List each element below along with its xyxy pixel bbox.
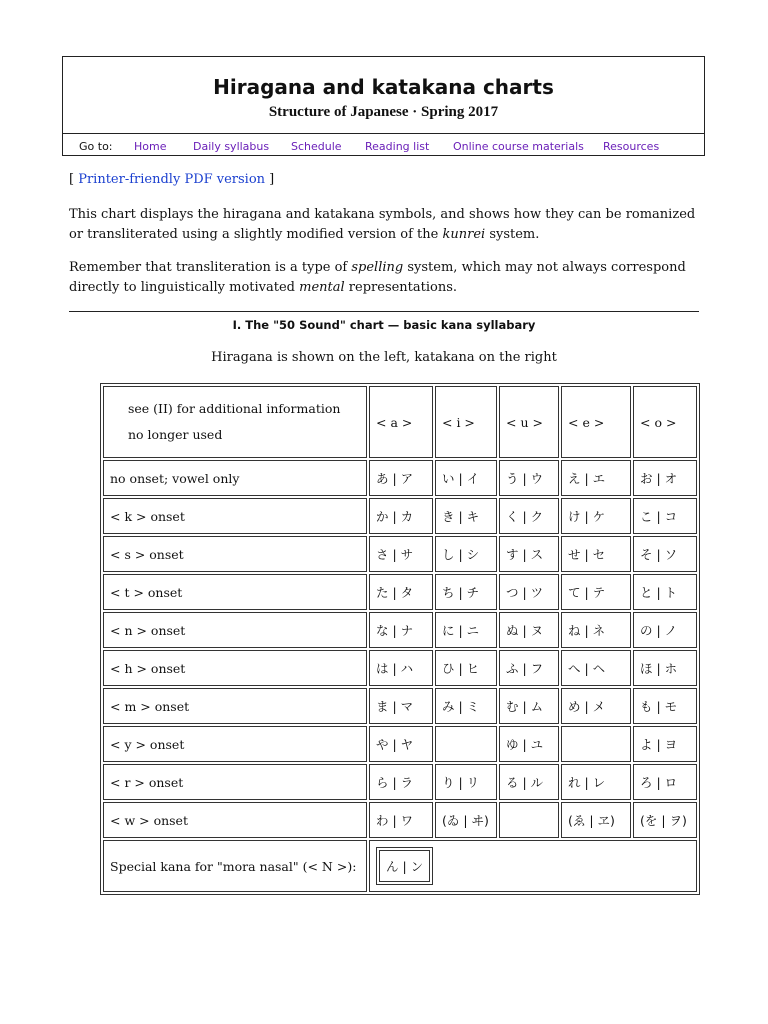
header-note-line-1: see (II) for additional information (128, 401, 341, 416)
kana-cell: こ | コ (633, 498, 697, 534)
kana-cell: ひ | ヒ (435, 650, 497, 686)
nav-link-daily-syllabus[interactable]: Daily syllabus (193, 140, 270, 153)
kana-cell: な | ナ (369, 612, 433, 648)
row-label: < k > onset (103, 498, 367, 534)
table-row (103, 802, 697, 838)
kana-cell: ね | ネ (561, 612, 631, 648)
kana-cell: か | カ (369, 498, 433, 534)
column-header: < a > (369, 386, 433, 458)
kana-cell: て | テ (561, 574, 631, 610)
row-label: < t > onset (103, 574, 367, 610)
kana-cell: つ | ツ (499, 574, 559, 610)
kana-cell: に | ニ (435, 612, 497, 648)
kana-cell: せ | セ (561, 536, 631, 572)
nav-link-schedule[interactable]: Schedule (291, 140, 342, 153)
bracket-open: [ (69, 172, 79, 187)
intro-paragraph-1 (69, 205, 709, 245)
nav-goto-label: Go to: (79, 140, 113, 153)
table-header-row (103, 386, 697, 458)
kana-cell: ふ | フ (499, 650, 559, 686)
nasal-cell (369, 840, 697, 892)
column-header: < o > (633, 386, 697, 458)
kana-cell: へ | ヘ (561, 650, 631, 686)
table-row (103, 650, 697, 686)
kana-cell: そ | ソ (633, 536, 697, 572)
section-title: I. The "50 Sound" chart — basic kana syllabary (232, 318, 536, 332)
row-label: < y > onset (103, 726, 367, 762)
kana-cell (499, 802, 559, 838)
page-header (62, 56, 705, 156)
row-label: no onset; vowel only (103, 460, 367, 496)
kana-cell: ま | マ (369, 688, 433, 724)
kana-cell: や | ヤ (369, 726, 433, 762)
table-row (103, 612, 697, 648)
nasal-label: Special kana for "mora nasal" (< N >): (103, 840, 367, 892)
header-note-line-2: no longer used (128, 427, 223, 442)
intro-text: Remember that transliteration is a type of (69, 260, 352, 275)
kana-cell: ほ | ホ (633, 650, 697, 686)
kana-rows (103, 460, 697, 838)
kana-cell: の | ノ (633, 612, 697, 648)
kana-cell: ろ | ロ (633, 764, 697, 800)
kana-cell (561, 726, 631, 762)
kana-chart-table (100, 383, 700, 895)
kana-cell: (ゐ | ヰ) (435, 802, 497, 838)
kana-cell: き | キ (435, 498, 497, 534)
kana-cell: わ | ワ (369, 802, 433, 838)
nasal-value: ん | ン (379, 850, 430, 882)
kana-cell: た | タ (369, 574, 433, 610)
kana-cell: ら | ラ (369, 764, 433, 800)
table-row (103, 498, 697, 534)
kana-cell: も | モ (633, 688, 697, 724)
kana-cell: ぬ | ヌ (499, 612, 559, 648)
kana-cell: け | ケ (561, 498, 631, 534)
intro-paragraph-2 (69, 258, 709, 298)
table-row (103, 688, 697, 724)
row-label: < r > onset (103, 764, 367, 800)
kana-cell: す | ス (499, 536, 559, 572)
kana-cell: ち | チ (435, 574, 497, 610)
table-row (103, 536, 697, 572)
intro-text: system. (485, 227, 540, 242)
kana-cell: よ | ヨ (633, 726, 697, 762)
kana-cell: え | エ (561, 460, 631, 496)
kana-cell: る | ル (499, 764, 559, 800)
table-row (103, 574, 697, 610)
kana-cell: れ | レ (561, 764, 631, 800)
nav-bar (63, 133, 704, 157)
pdf-link-line (69, 172, 274, 187)
kana-cell (435, 726, 497, 762)
intro-emphasis: kunrei (442, 227, 486, 242)
page-title: Hiragana and katakana charts (213, 75, 554, 99)
nav-link-home[interactable]: Home (134, 140, 167, 153)
row-label: < s > onset (103, 536, 367, 572)
row-label: < n > onset (103, 612, 367, 648)
table-row (103, 460, 697, 496)
kana-cell: (を | ヲ) (633, 802, 697, 838)
table-caption: Hiragana is shown on the left, katakana on the right (211, 350, 557, 365)
table-row (103, 764, 697, 800)
nasal-row (103, 840, 697, 892)
kana-cell: う | ウ (499, 460, 559, 496)
column-header: < u > (499, 386, 559, 458)
intro-text: This chart displays the hiragana and katakana symbols, and shows how they can be romanized or transliterated using a slightly modified version of the (69, 207, 696, 242)
column-header: < i > (435, 386, 497, 458)
kana-cell: い | イ (435, 460, 497, 496)
nav-link-online-course-materials[interactable]: Online course materials (453, 140, 584, 153)
intro-emphasis: mental (299, 280, 345, 295)
nav-link-reading-list[interactable]: Reading list (365, 140, 430, 153)
intro-text: system, which may not always correspond directly to linguistically motivated (69, 260, 686, 295)
kana-cell: さ | サ (369, 536, 433, 572)
nasal-box (376, 847, 433, 885)
row-label: < m > onset (103, 688, 367, 724)
kana-cell: し | シ (435, 536, 497, 572)
nav-link-resources[interactable]: Resources (603, 140, 660, 153)
kana-cell: む | ム (499, 688, 559, 724)
column-header: < e > (561, 386, 631, 458)
page-subtitle: Structure of Japanese · Spring 2017 (268, 104, 499, 120)
kana-cell: お | オ (633, 460, 697, 496)
kana-cell: は | ハ (369, 650, 433, 686)
header-note-cell (103, 386, 367, 458)
row-label: < w > onset (103, 802, 367, 838)
kana-cell: あ | ア (369, 460, 433, 496)
kana-cell: ゆ | ユ (499, 726, 559, 762)
pdf-link[interactable]: Printer-friendly PDF version (78, 172, 266, 187)
intro-emphasis: spelling (351, 260, 404, 275)
kana-cell: み | ミ (435, 688, 497, 724)
kana-cell: め | メ (561, 688, 631, 724)
kana-cell: と | ト (633, 574, 697, 610)
bracket-close: ] (265, 172, 275, 187)
kana-cell: く | ク (499, 498, 559, 534)
row-label: < h > onset (103, 650, 367, 686)
kana-cell: (ゑ | ヱ) (561, 802, 631, 838)
table-row (103, 726, 697, 762)
section-divider (69, 311, 699, 312)
intro-text: representations. (344, 280, 458, 295)
kana-cell: り | リ (435, 764, 497, 800)
